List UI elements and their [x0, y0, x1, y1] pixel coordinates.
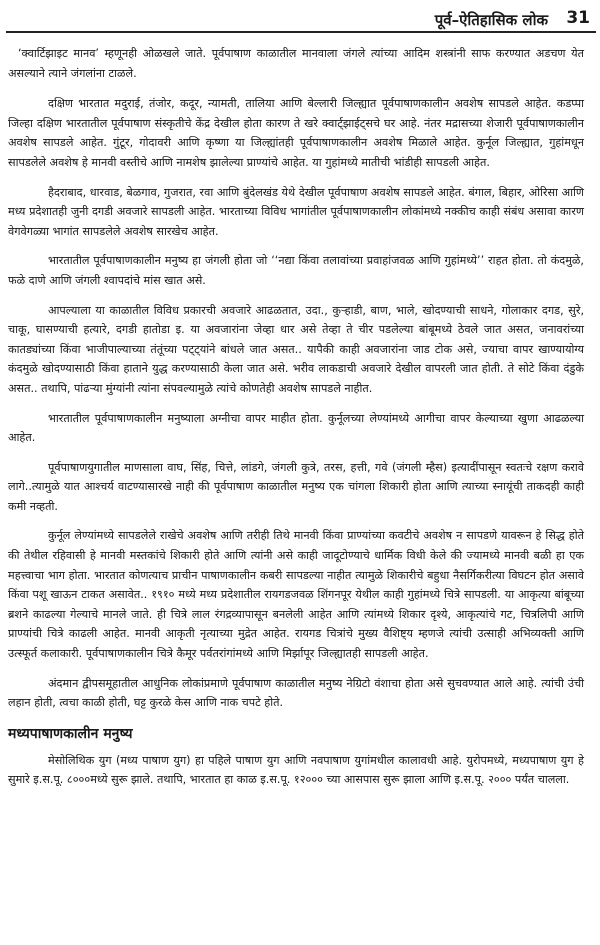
running-title: पूर्व–ऐतिहासिक लोक: [434, 11, 548, 29]
paragraph: भारतातील पूर्वपाषाणकालीन मनुष्याला अग्नीचा वापर माहीत होता. कुर्नूलच्या लेण्यांमध्ये आगीचा वापर केल्याच्या खुणा आढळल्या आहेत.: [8, 411, 584, 445]
paragraph: पूर्वपाषाणयुगातील माणसाला वाघ, सिंह, चित्ते, लांडगे, जंगली कुत्रे, तरस, हत्ती, गवे (जंगली म्हैस) इत्यादींपासून स्वतःचे रक्षण करावे लागे..त्यामुळे यात आश्चर्य वाटण्यासारखे नाही की पूर्वपाषाण काळातील मनुष्य एक चांगला शिकारी होता आणि त्याच्या स्नायूंची ताकदही काही कमी नव्हती.: [8, 460, 584, 513]
paragraph: भारतातील पूर्वपाषाणकालीन मनुष्य हा जंगली होता जो ‘‘नद्या किंवा तलावांच्या प्रवाहांजवळ आणि गुहांमध्ये’’ राहत होता. तो कंदमुळे, फळे दाणे आणि जंगली श्वापदांचे मांस खात असे.: [8, 254, 584, 287]
paragraph: मेसोलिथिक युग (मध्य पाषाण युग) हा पहिले पाषाण युग आणि नवपाषाण युगांमधील कालावधी आहे. युरोपमध्ये, मध्यपाषाण युग हे सुमारे इ.स.पू. ८०००मध्ये सुरू झाले. तथापि, भारतात हा काळ इ.स.पू. १२००० च्या आसपास सुरू झाला आणि इ.स.पू. २००० पर्यंत चालला.: [8, 753, 584, 787]
paragraph: कुर्नूल लेण्यांमध्ये सापडलेले राखेचे अवशेष आणि तरीही तिथे मानवी किंवा प्राण्यांच्या कवटीचे अवशेष न सापडणे यावरून हे सिद्ध होते की तेथील रहिवासी हे मानवी मस्तकांचे शिकारी होते आणि त्यांनी असे काही जादूटोण्याचे धार्मिक विधी केले की ज्यामध्ये मानवी बळी हा एक महत्त्वाचा भाग होता. भारतात कोणत्याच प्राचीन पाषाणकालीन कबरी सापडल्या नाहीत त्यामुळे शिकारीचे बहुधा नैसर्गिकरीत्या विघटन होत असावे किंवा पशू खाऊन टाकत असावेत.. १९१० मध्ये मध्य प्रदेशातील रायगडजवळ शिंगनपूर येथील काही गुहांमध्ये चित्रे सापडली. या आकृत्या बांबूच्या ब्रशने काढल्या गेल्याचे मानले जाते. ही चित्रे लाल रंगद्रव्यापासून बनलेली आहेत आणि त्यांमध्ये शिकार दृश्ये, आकृत्यांचे गट, चित्रलिपी आणि प्राण्यांची चित्रे काढली आहेत. मानवी आकृती नृत्याच्या मुद्रेत आहेत. रायगड चित्रांचे मुख्य वैशिष्ट्य म्हणजे त्यांची उत्साही अभिव्यक्ती आणि उत्स्फूर्त कलाकारी. पूर्वपाषाणकालीन चित्रे कैमूर पर्वतरांगांमध्ये आणि मिर्झापूर जिल्ह्यातही सापडली आहेत.: [8, 529, 584, 661]
paragraph: अंदमान द्वीपसमूहातील आधुनिक लोकांप्रमाणे पूर्वपाषाण काळातील मनुष्य नेग्रिटो वंशाचा होता असे सुचवण्यात आले आहे. त्यांची उंची लहान होती, त्वचा काळी होती, घट्ट कुरळे केस आणि नाक चपटे होते.: [8, 676, 584, 710]
paragraph: ‘क्वार्टिझाइट मानव’ म्हणूनही ओळखले जाते. पूर्वपाषाण काळातील मानवाला जंगले त्यांच्या आदिम शस्त्रांनी साफ करण्यात अडचण येत असल्याने त्याने जंगलांना टाळले.: [8, 47, 584, 80]
section-heading: मध्यपाषाणकालीन मनुष्य: [8, 725, 133, 742]
page-header: [0, 0, 600, 40]
paragraph: आपल्याला या काळातील विविध प्रकारची अवजारे आढळतात, उदा., कुऱ्हाडी, बाण, भाले, खोदण्याची साधने, गोलाकार दगड, सुरे, चाकू, घासण्याची हत्यारे, दगडी हातोडा इ. या अवजारांना जेव्हा धार असे तेव्हा ते चीर पडलेल्या बांबूमध्ये ठेवले जात असत, जनावरांच्या कातड्यांच्या किंवा भाजीपाल्याच्या तंतूंच्या पट्ट्यांने बांधले जात असत.. यापैकी काही अवजारांना जाड टोक असे, ज्याचा वापर खाण्यायोग्य कंदमुळे खोदण्यासाठी किंवा हाताने युद्ध करण्यासाठी केला जात असे. भरीव लाकडाची अवजारे देखील वापरली जात होती. ते सोटे किंवा दंडुके असत.. तथापि, पांढऱ्या मुंग्यांनी त्यांना संपवल्यामुळे त्यांचे कोणतेही अवशेष सापडले नाहीत.: [8, 303, 584, 395]
page-number: 31: [566, 8, 590, 28]
page-body: [0, 44, 600, 790]
paragraph: दक्षिण भारतात मदुराई, तंजोर, कदूर, न्यामती, तालिया आणि बेल्लारी जिल्ह्यात पूर्वपाषाणकालीन अवशेष सापडले आहेत. कडप्पा जिल्हा दक्षिण भारतातील पूर्वपाषाण संस्कृतीचे केंद्र देखील होता कारण ते खरे क्वार्ट्झाईट्सचे घर आहे. नंतर मद्रासच्या शेजारी पूर्वपाषाणकालीन अवशेष सापडले आहेत. गुंटूर, गोदावरी आणि कृष्णा या जिल्ह्यांतही पूर्वपाषाणकालीन अवशेष मिळाले आहेत. कुर्नूल जिल्ह्यात, गुहांमधून सापडलेले अवशेष हे मानवी वस्तीचे आणि नामशेष झालेल्या प्राण्यांचे आहेत. या गुहांमध्ये मातीची भांडीही सापडली आहेत.: [8, 97, 584, 169]
paragraph: हैदराबाद, धारवाड, बेळगाव, गुजरात, रवा आणि बुंदेलखंड येथे देखील पूर्वपाषाण अवशेष सापडले आहेत. बंगाल, बिहार, ओरिसा आणि मध्य प्रदेशातही जुनी दगडी अवजारे सापडली आहेत. भारताच्या विविध भागांतील पूर्वपाषाणकालीन लोकांमध्ये नक्कीच काही संबंध असावा कारण वेगवेगळ्या भागांत सापडलेले अवशेष सारखेच आहेत.: [8, 185, 584, 238]
header-rule: [6, 31, 596, 33]
